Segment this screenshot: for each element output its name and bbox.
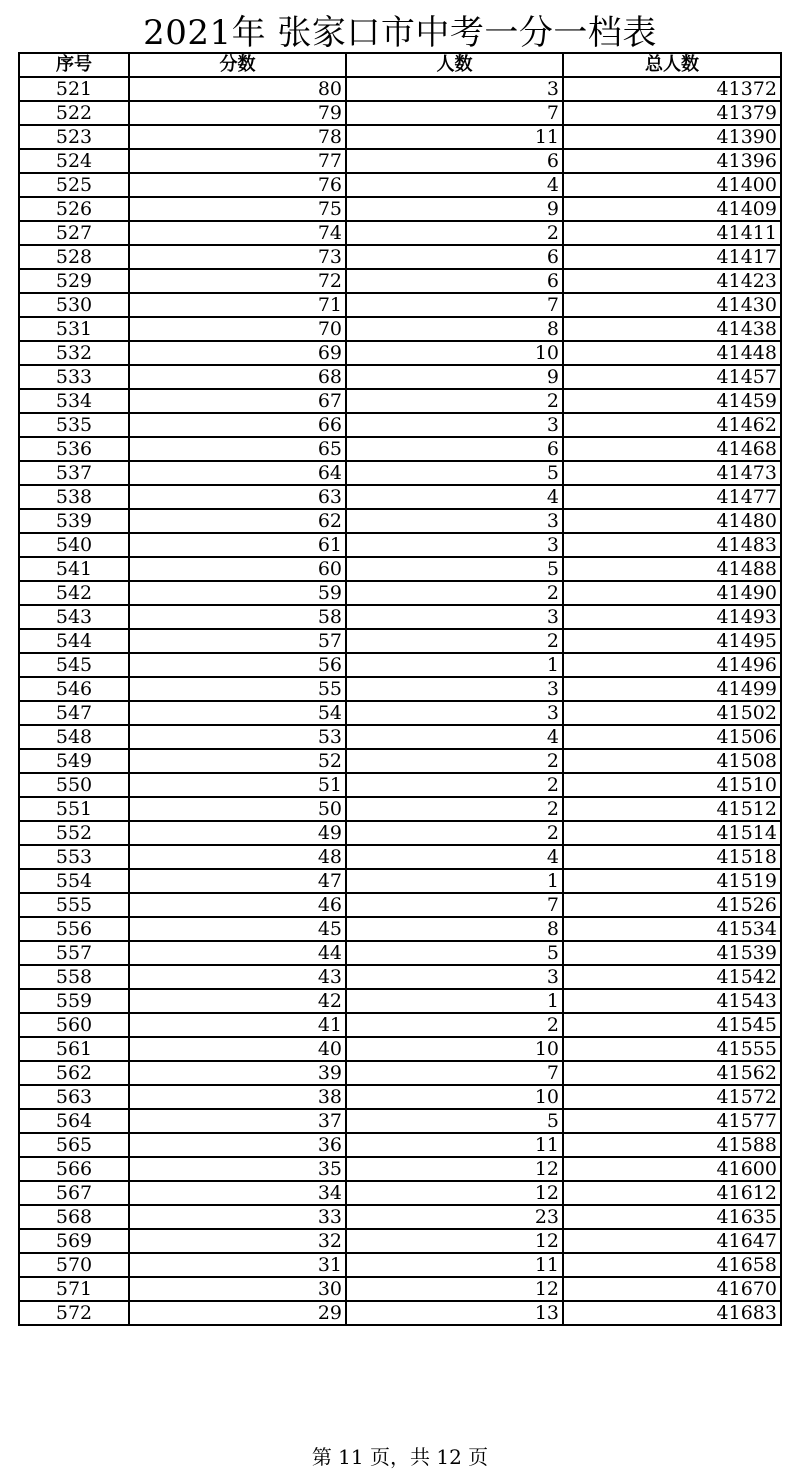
cell-count: 2: [346, 797, 563, 821]
cell-seq: 533: [19, 365, 129, 389]
cell-count: 2: [346, 389, 563, 413]
cell-count: 4: [346, 485, 563, 509]
cell-score: 78: [129, 125, 346, 149]
cell-count: 12: [346, 1181, 563, 1205]
table-row: [19, 605, 781, 629]
cell-total: 41534: [563, 917, 781, 941]
cell-seq: 557: [19, 941, 129, 965]
cell-total: 41400: [563, 173, 781, 197]
cell-total: 41468: [563, 437, 781, 461]
table-row: [19, 125, 781, 149]
cell-seq: 538: [19, 485, 129, 509]
table-row: [19, 1085, 781, 1109]
cell-score: 53: [129, 725, 346, 749]
cell-total: 41518: [563, 845, 781, 869]
cell-total: 41670: [563, 1277, 781, 1301]
cell-score: 38: [129, 1085, 346, 1109]
table-row: [19, 1037, 781, 1061]
cell-score: 73: [129, 245, 346, 269]
cell-total: 41372: [563, 77, 781, 101]
cell-seq: 523: [19, 125, 129, 149]
cell-count: 2: [346, 749, 563, 773]
cell-count: 2: [346, 773, 563, 797]
table-row: [19, 725, 781, 749]
cell-seq: 553: [19, 845, 129, 869]
cell-score: 32: [129, 1229, 346, 1253]
table-row: [19, 1229, 781, 1253]
cell-seq: 569: [19, 1229, 129, 1253]
page-title: 2021年 张家口市中考一分一档表: [143, 13, 657, 53]
cell-score: 56: [129, 653, 346, 677]
cell-score: 57: [129, 629, 346, 653]
cell-total: 41572: [563, 1085, 781, 1109]
cell-total: 41390: [563, 125, 781, 149]
cell-count: 7: [346, 893, 563, 917]
cell-seq: 536: [19, 437, 129, 461]
cell-score: 46: [129, 893, 346, 917]
cell-score: 65: [129, 437, 346, 461]
cell-total: 41519: [563, 869, 781, 893]
table-row: [19, 629, 781, 653]
cell-count: 3: [346, 965, 563, 989]
cell-count: 7: [346, 1061, 563, 1085]
cell-total: 41506: [563, 725, 781, 749]
table-row: [19, 245, 781, 269]
cell-score: 29: [129, 1301, 346, 1325]
cell-count: 4: [346, 725, 563, 749]
cell-seq: 565: [19, 1133, 129, 1157]
cell-score: 66: [129, 413, 346, 437]
table-row: [19, 557, 781, 581]
cell-count: 3: [346, 509, 563, 533]
cell-total: 41502: [563, 701, 781, 725]
cell-count: 6: [346, 437, 563, 461]
cell-score: 47: [129, 869, 346, 893]
column-header-total: 总人数: [563, 53, 781, 77]
cell-total: 41423: [563, 269, 781, 293]
cell-score: 64: [129, 461, 346, 485]
cell-count: 5: [346, 461, 563, 485]
cell-seq: 543: [19, 605, 129, 629]
cell-total: 41493: [563, 605, 781, 629]
cell-count: 1: [346, 653, 563, 677]
table-row: [19, 965, 781, 989]
table-row: [19, 413, 781, 437]
cell-count: 9: [346, 365, 563, 389]
cell-seq: 554: [19, 869, 129, 893]
cell-score: 42: [129, 989, 346, 1013]
cell-seq: 522: [19, 101, 129, 125]
cell-total: 41488: [563, 557, 781, 581]
cell-score: 34: [129, 1181, 346, 1205]
cell-seq: 541: [19, 557, 129, 581]
cell-seq: 556: [19, 917, 129, 941]
cell-count: 13: [346, 1301, 563, 1325]
cell-seq: 552: [19, 821, 129, 845]
table-row: [19, 317, 781, 341]
cell-total: 41545: [563, 1013, 781, 1037]
cell-total: 41430: [563, 293, 781, 317]
cell-count: 10: [346, 341, 563, 365]
cell-count: 9: [346, 197, 563, 221]
score-distribution-table: [18, 52, 782, 1326]
cell-seq: 539: [19, 509, 129, 533]
cell-count: 10: [346, 1085, 563, 1109]
cell-seq: 524: [19, 149, 129, 173]
table-row: [19, 1277, 781, 1301]
cell-total: 41543: [563, 989, 781, 1013]
cell-score: 50: [129, 797, 346, 821]
cell-score: 43: [129, 965, 346, 989]
cell-score: 41: [129, 1013, 346, 1037]
cell-count: 7: [346, 101, 563, 125]
cell-total: 41514: [563, 821, 781, 845]
cell-count: 4: [346, 173, 563, 197]
cell-count: 23: [346, 1205, 563, 1229]
table-header-row: [19, 53, 781, 77]
cell-total: 41462: [563, 413, 781, 437]
cell-total: 41396: [563, 149, 781, 173]
cell-seq: 563: [19, 1085, 129, 1109]
cell-count: 5: [346, 941, 563, 965]
table-row: [19, 1181, 781, 1205]
cell-total: 41499: [563, 677, 781, 701]
cell-score: 79: [129, 101, 346, 125]
cell-seq: 528: [19, 245, 129, 269]
cell-count: 2: [346, 629, 563, 653]
cell-seq: 560: [19, 1013, 129, 1037]
cell-score: 60: [129, 557, 346, 581]
cell-seq: 568: [19, 1205, 129, 1229]
cell-total: 41495: [563, 629, 781, 653]
cell-score: 36: [129, 1133, 346, 1157]
cell-total: 41512: [563, 797, 781, 821]
table-row: [19, 101, 781, 125]
cell-count: 2: [346, 1013, 563, 1037]
cell-count: 10: [346, 1037, 563, 1061]
table-row: [19, 149, 781, 173]
cell-count: 3: [346, 77, 563, 101]
cell-count: 11: [346, 125, 563, 149]
table-row: [19, 845, 781, 869]
table-row: [19, 869, 781, 893]
column-header-score: 分数: [129, 53, 346, 77]
cell-total: 41562: [563, 1061, 781, 1085]
cell-score: 44: [129, 941, 346, 965]
table-row: [19, 293, 781, 317]
cell-seq: 535: [19, 413, 129, 437]
cell-seq: 559: [19, 989, 129, 1013]
cell-count: 11: [346, 1253, 563, 1277]
cell-total: 41542: [563, 965, 781, 989]
cell-score: 69: [129, 341, 346, 365]
table-row: [19, 485, 781, 509]
table-row: [19, 461, 781, 485]
cell-total: 41600: [563, 1157, 781, 1181]
table-row: [19, 749, 781, 773]
cell-count: 5: [346, 1109, 563, 1133]
cell-score: 59: [129, 581, 346, 605]
cell-total: 41508: [563, 749, 781, 773]
cell-score: 40: [129, 1037, 346, 1061]
cell-count: 3: [346, 605, 563, 629]
cell-score: 35: [129, 1157, 346, 1181]
table-row: [19, 197, 781, 221]
cell-total: 41658: [563, 1253, 781, 1277]
cell-seq: 566: [19, 1157, 129, 1181]
table-row: [19, 653, 781, 677]
cell-score: 63: [129, 485, 346, 509]
cell-score: 67: [129, 389, 346, 413]
cell-count: 3: [346, 677, 563, 701]
table-row: [19, 533, 781, 557]
table-row: [19, 173, 781, 197]
table-row: [19, 581, 781, 605]
cell-seq: 532: [19, 341, 129, 365]
table-row: [19, 1205, 781, 1229]
cell-seq: 540: [19, 533, 129, 557]
cell-total: 41457: [563, 365, 781, 389]
cell-total: 41411: [563, 221, 781, 245]
cell-total: 41379: [563, 101, 781, 125]
cell-count: 12: [346, 1229, 563, 1253]
cell-seq: 551: [19, 797, 129, 821]
cell-score: 37: [129, 1109, 346, 1133]
cell-score: 51: [129, 773, 346, 797]
cell-total: 41483: [563, 533, 781, 557]
table-row: [19, 341, 781, 365]
cell-score: 70: [129, 317, 346, 341]
cell-total: 41577: [563, 1109, 781, 1133]
table-row: [19, 893, 781, 917]
cell-seq: 527: [19, 221, 129, 245]
cell-score: 52: [129, 749, 346, 773]
cell-score: 62: [129, 509, 346, 533]
table-row: [19, 437, 781, 461]
cell-total: 41409: [563, 197, 781, 221]
cell-seq: 542: [19, 581, 129, 605]
table-row: [19, 1013, 781, 1037]
cell-seq: 548: [19, 725, 129, 749]
cell-seq: 571: [19, 1277, 129, 1301]
table-row: [19, 797, 781, 821]
cell-score: 61: [129, 533, 346, 557]
cell-count: 1: [346, 869, 563, 893]
table-row: [19, 77, 781, 101]
cell-score: 48: [129, 845, 346, 869]
cell-count: 12: [346, 1157, 563, 1181]
cell-total: 41539: [563, 941, 781, 965]
cell-score: 77: [129, 149, 346, 173]
cell-total: 41496: [563, 653, 781, 677]
cell-count: 2: [346, 581, 563, 605]
cell-score: 45: [129, 917, 346, 941]
cell-seq: 530: [19, 293, 129, 317]
cell-total: 41459: [563, 389, 781, 413]
cell-total: 41490: [563, 581, 781, 605]
cell-count: 2: [346, 821, 563, 845]
cell-seq: 531: [19, 317, 129, 341]
table-row: [19, 1133, 781, 1157]
cell-count: 8: [346, 917, 563, 941]
cell-score: 58: [129, 605, 346, 629]
cell-total: 41477: [563, 485, 781, 509]
table-row: [19, 269, 781, 293]
cell-total: 41647: [563, 1229, 781, 1253]
cell-seq: 547: [19, 701, 129, 725]
page-footer: 第 11 页，共 12 页: [311, 1445, 489, 1469]
cell-count: 3: [346, 413, 563, 437]
cell-score: 30: [129, 1277, 346, 1301]
cell-seq: 558: [19, 965, 129, 989]
cell-seq: 567: [19, 1181, 129, 1205]
cell-count: 6: [346, 245, 563, 269]
cell-seq: 570: [19, 1253, 129, 1277]
cell-count: 3: [346, 533, 563, 557]
table-row: [19, 1253, 781, 1277]
cell-score: 33: [129, 1205, 346, 1229]
cell-seq: 537: [19, 461, 129, 485]
table-row: [19, 389, 781, 413]
cell-seq: 529: [19, 269, 129, 293]
table-row: [19, 821, 781, 845]
cell-total: 41612: [563, 1181, 781, 1205]
cell-count: 3: [346, 701, 563, 725]
cell-score: 74: [129, 221, 346, 245]
table-row: [19, 989, 781, 1013]
cell-count: 2: [346, 221, 563, 245]
column-header-seq: 序号: [19, 53, 129, 77]
cell-seq: 549: [19, 749, 129, 773]
cell-score: 72: [129, 269, 346, 293]
cell-seq: 525: [19, 173, 129, 197]
cell-count: 5: [346, 557, 563, 581]
cell-seq: 564: [19, 1109, 129, 1133]
cell-seq: 561: [19, 1037, 129, 1061]
cell-score: 71: [129, 293, 346, 317]
cell-seq: 526: [19, 197, 129, 221]
cell-total: 41510: [563, 773, 781, 797]
table-row: [19, 1109, 781, 1133]
cell-total: 41555: [563, 1037, 781, 1061]
table-row: [19, 773, 781, 797]
cell-score: 39: [129, 1061, 346, 1085]
cell-seq: 550: [19, 773, 129, 797]
cell-count: 8: [346, 317, 563, 341]
column-header-count: 人数: [346, 53, 563, 77]
cell-seq: 534: [19, 389, 129, 413]
table-body: [19, 77, 781, 1325]
cell-seq: 555: [19, 893, 129, 917]
cell-total: 41417: [563, 245, 781, 269]
table-row: [19, 221, 781, 245]
cell-score: 54: [129, 701, 346, 725]
cell-score: 75: [129, 197, 346, 221]
cell-score: 31: [129, 1253, 346, 1277]
cell-count: 4: [346, 845, 563, 869]
cell-total: 41526: [563, 893, 781, 917]
cell-score: 76: [129, 173, 346, 197]
table-row: [19, 677, 781, 701]
cell-count: 1: [346, 989, 563, 1013]
cell-total: 41480: [563, 509, 781, 533]
cell-seq: 562: [19, 1061, 129, 1085]
table-row: [19, 701, 781, 725]
table-row: [19, 941, 781, 965]
cell-seq: 546: [19, 677, 129, 701]
cell-total: 41448: [563, 341, 781, 365]
cell-total: 41473: [563, 461, 781, 485]
cell-seq: 545: [19, 653, 129, 677]
table-row: [19, 365, 781, 389]
cell-score: 68: [129, 365, 346, 389]
table-row: [19, 509, 781, 533]
cell-seq: 572: [19, 1301, 129, 1325]
table-row: [19, 917, 781, 941]
cell-count: 11: [346, 1133, 563, 1157]
table-row: [19, 1301, 781, 1325]
cell-count: 12: [346, 1277, 563, 1301]
table-row: [19, 1157, 781, 1181]
cell-score: 55: [129, 677, 346, 701]
cell-score: 49: [129, 821, 346, 845]
cell-total: 41635: [563, 1205, 781, 1229]
table-row: [19, 1061, 781, 1085]
cell-seq: 544: [19, 629, 129, 653]
cell-count: 6: [346, 149, 563, 173]
cell-total: 41588: [563, 1133, 781, 1157]
cell-count: 7: [346, 293, 563, 317]
cell-total: 41438: [563, 317, 781, 341]
cell-seq: 521: [19, 77, 129, 101]
cell-total: 41683: [563, 1301, 781, 1325]
cell-count: 6: [346, 269, 563, 293]
cell-score: 80: [129, 77, 346, 101]
